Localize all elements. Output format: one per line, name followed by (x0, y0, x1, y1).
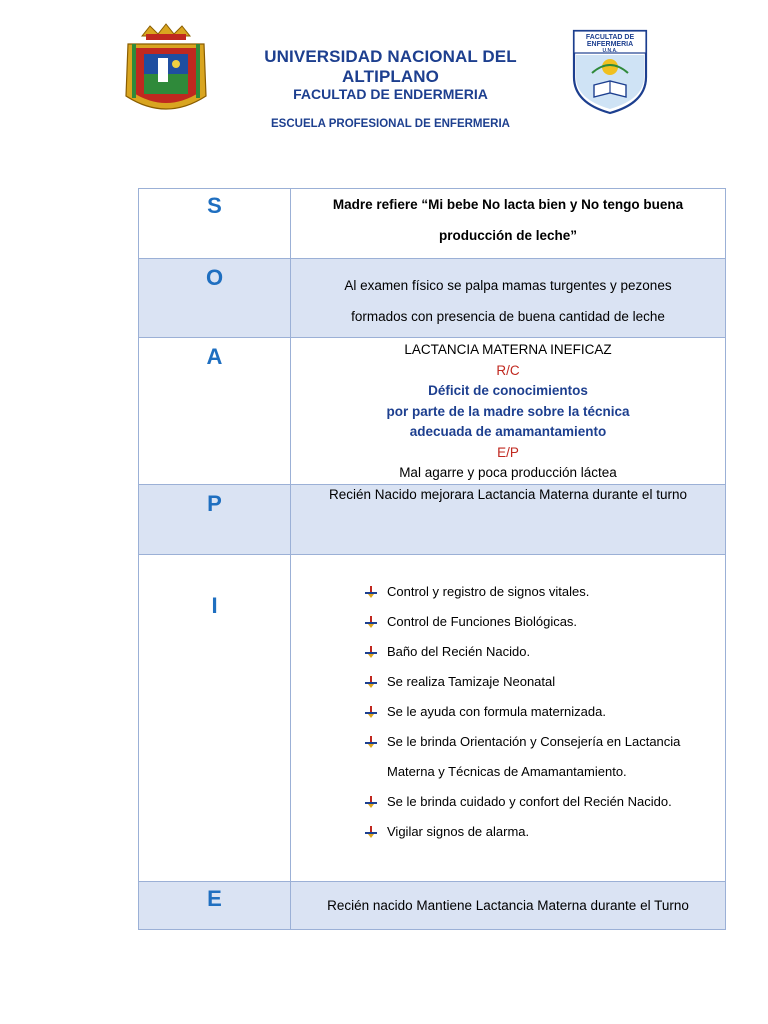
related-to-label: R/C (496, 362, 520, 378)
nursing-faculty-shield-icon (570, 27, 650, 115)
letter-p: P (139, 484, 291, 554)
letter-i: I (139, 554, 291, 881)
letter-s: S (139, 189, 291, 259)
list-item: Control y registro de signos vitales. (291, 577, 725, 607)
row-e (139, 881, 726, 929)
evaluation-cell (291, 881, 726, 929)
document-header (0, 0, 768, 170)
row-p (139, 484, 726, 554)
objective-text: Al examen físico se palpa mamas turgentes y pezones formados con presencia de buena cantidad de leche (344, 278, 672, 324)
faculty-title: FACULTAD DE ENDERMERIA (293, 86, 488, 102)
university-crest-icon (122, 22, 210, 118)
university-title: UNIVERSIDAD NACIONAL DEL ALTIPLANO (264, 47, 517, 86)
flag-arrow-bullet-icon (365, 826, 377, 838)
evidenced-by-label: E/P (497, 444, 519, 460)
intervention-cell (291, 554, 726, 881)
svg-text:U.N.A.: U.N.A. (602, 48, 618, 54)
row-s (139, 189, 726, 259)
svg-text:ENFERMERIA: ENFERMERIA (586, 41, 634, 48)
objective-cell (291, 259, 726, 338)
letter-o: O (139, 259, 291, 338)
svg-text:FACULTAD DE: FACULTAD DE (585, 34, 635, 41)
plan-text: Recién Nacido mejorara Lactancia Materna durante el turno (329, 486, 687, 502)
row-a (139, 338, 726, 485)
assessment-cell (291, 338, 726, 485)
flag-arrow-bullet-icon (365, 586, 377, 598)
cause-line-2: por parte de la madre sobre la técnica (386, 403, 630, 419)
soap-table (138, 188, 726, 930)
list-item: Control de Funciones Biológicas. (291, 607, 725, 637)
evidence: Mal agarre y poca producción láctea (399, 465, 617, 480)
list-item: Vigilar signos de alarma. (291, 817, 725, 847)
intervention-list (291, 555, 725, 847)
flag-arrow-bullet-icon (365, 796, 377, 808)
flag-arrow-bullet-icon (365, 676, 377, 688)
row-i (139, 554, 726, 881)
letter-a: A (139, 338, 291, 485)
cause-line-1: Déficit de conocimientos (428, 383, 588, 398)
evaluation-text: Recién nacido Mantiene Lactancia Materna durante el Turno (327, 897, 689, 913)
list-item: Baño del Recién Nacido. (291, 637, 725, 667)
list-item: Se le brinda Orientación y Consejería en Lactancia (291, 727, 725, 757)
list-item: Se le ayuda con formula maternizada. (291, 697, 725, 727)
flag-arrow-bullet-icon (365, 616, 377, 628)
cause-line-3: adecuada de amamantamiento (409, 424, 607, 439)
subjective-text: Madre refiere “Mi bebe No lacta bien y No tengo buena producción de leche” (332, 197, 684, 243)
letter-e: E (139, 881, 291, 929)
flag-arrow-bullet-icon (365, 646, 377, 658)
list-item: Se le brinda cuidado y confort del Recién Nacido. (291, 787, 725, 817)
assessment-text (291, 338, 725, 484)
diagnosis: LACTANCIA MATERNA INEFICAZ (404, 342, 612, 357)
plan-cell (291, 484, 726, 554)
list-item: Se realiza Tamizaje Neonatal (291, 667, 725, 697)
school-title: ESCUELA PROFESIONAL DE ENFERMERIA (271, 118, 510, 130)
subjective-cell (291, 189, 726, 259)
list-item: Materna y Técnicas de Amamantamiento. (387, 763, 627, 779)
row-o (139, 259, 726, 338)
flag-arrow-bullet-icon (365, 706, 377, 718)
flag-arrow-bullet-icon (365, 736, 377, 748)
